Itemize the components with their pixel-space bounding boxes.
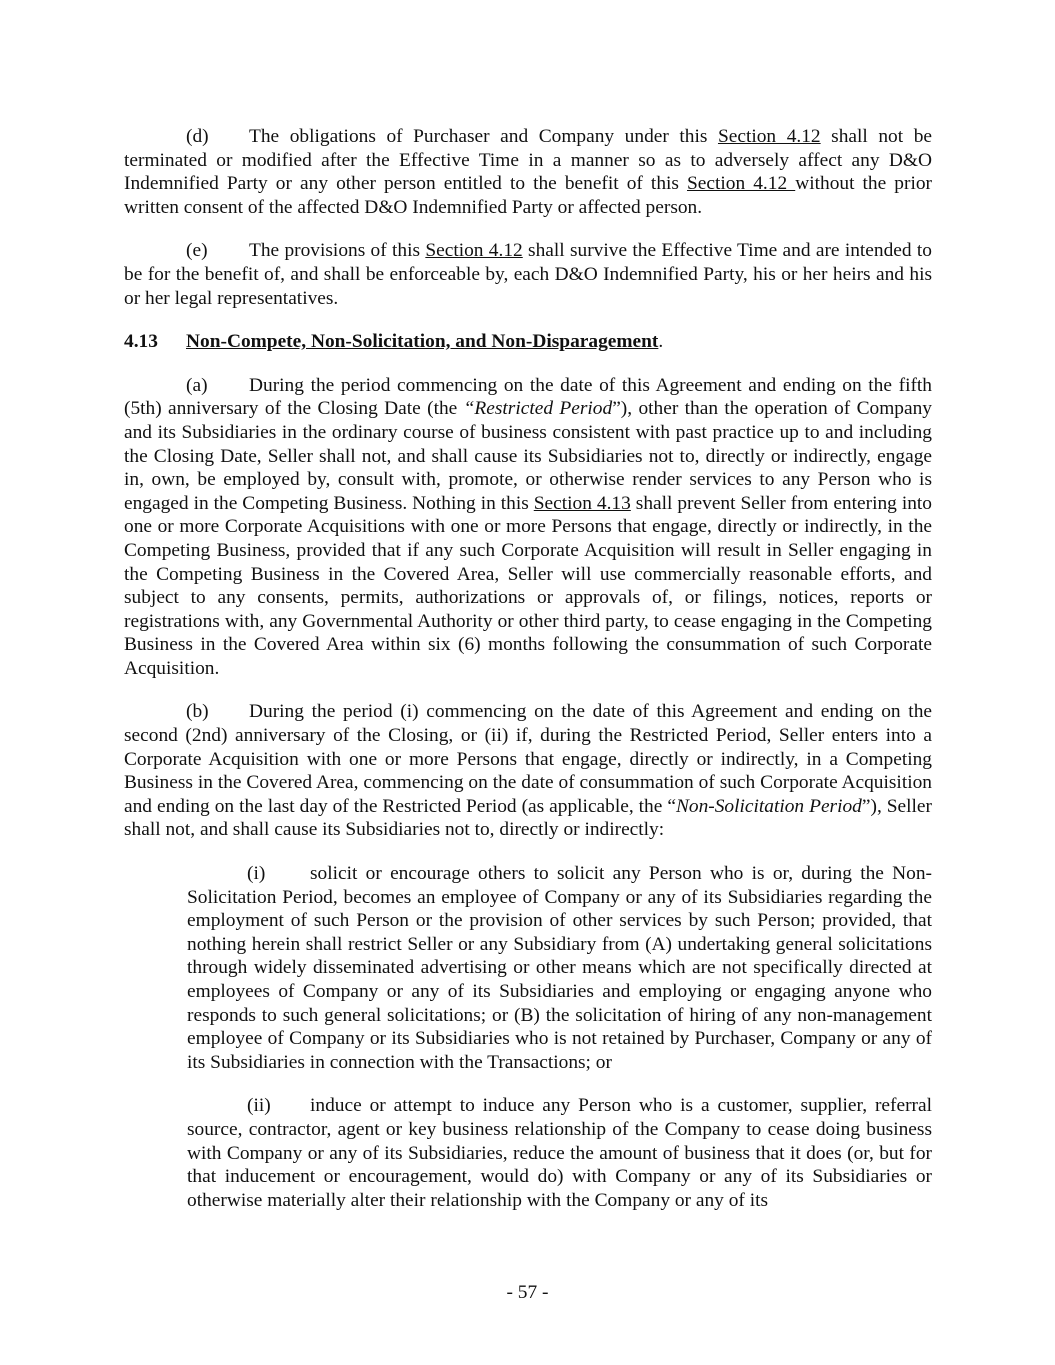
defined-term: Non-Solicitation Period [675, 795, 862, 817]
paragraph-label: (a) [186, 374, 208, 396]
subparagraph-ii [187, 1094, 932, 1212]
subparagraph-i [187, 862, 932, 1074]
section-title: Non-Compete, Non-Solicitation, and Non-Disparagement [186, 331, 659, 353]
paragraph-b [124, 700, 932, 842]
section-reference: Section 4.13 [533, 492, 631, 514]
paragraph-label: (d) [186, 126, 209, 147]
paragraph-a [124, 374, 932, 681]
paragraph-e [124, 239, 932, 310]
paragraph-text: shall survive the Effective Time and are intended to be for the benefit of, and shall be enforceable by, each D&O Indemnified Party, his or her heirs and his or her legal representatives. [124, 240, 932, 309]
subparagraph-label: (i) [247, 863, 266, 885]
paragraph-label: (b) [186, 701, 209, 723]
paragraph-text: without the prior written consent of the affected D&O Indemnified Party or affected person. [124, 173, 932, 218]
paragraph-text: The provisions of this [249, 240, 426, 262]
paragraph-text: During the period commencing on the date of this Agreement and ending on the fifth (5th) anniversary of the Closing Date (the [124, 374, 932, 420]
section-reference: Section 4.12 [425, 240, 523, 262]
paragraph-text: shall prevent Seller from entering into one or more Corporate Acquisitions with one or more Persons that engage, directly or indirectly, in the Competing Business, provided that if any such Corporate Acquisition will result in Seller engaging in the Competing Business in the Covered Area, Seller will use commercially reasonable efforts, and subject to any consents, permits, authorizations or approvals of, or filings, notices, reports or registrations with, any Governmental Authority or other third party, to cease engaging in the Competing Business in the Covered Area within six (6) months following the consummation of such Corporate Acquisition. [124, 492, 932, 679]
defined-term: “Restricted Period [463, 398, 613, 420]
document-page [124, 125, 932, 1232]
paragraph-d [124, 125, 932, 219]
subparagraph-text: solicit or encourage others to solicit any Person who is or, during the Non-Solicitation Period, becomes an employee of Company or any of its Subsidiaries regarding the employment of such Person or the provision of other services by such Person; provided, that nothing herein shall restrict Seller or any Subsidiary from (A) undertaking general solicitations through widely disseminated advertising or other means which are not specifically directed at employees of Company or any of its Subsidiaries and employing or engaging anyone who responds to such general solicitations; or (B) the solicitation of hiring of any non-management employee of Company or its Subsidiaries who is not retained by Purchaser, Company or any of its Subsidiaries in connection with the Transactions; or [187, 863, 932, 1073]
page-number: - 57 - [506, 1282, 549, 1303]
paragraph-text: The obligations of Purchaser and Company under this [249, 126, 718, 147]
paragraph-text: During the period (i) commencing on the date of this Agreement and ending on the second (2nd) anniversary of the Closing, or (ii) if, during the Restricted Period, Seller enters into a Corporate Acquisition with one or more Persons that engage, directly or indirectly, in a Competing Business in the Covered Area, commencing on the date of consummation of such Corporate Acquisition and ending on the last day of the Restricted Period (as applicable, the “ [124, 701, 932, 817]
section-reference: Section 4.12 [687, 173, 796, 195]
paragraph-label: (e) [186, 240, 208, 262]
paragraph-text: ”), Seller shall not, and shall cause its Subsidiaries not to, directly or indirectly: [124, 795, 932, 841]
paragraph-text: ”), other than the operation of Company and its Subsidiaries in the ordinary course of business consistent with past practice up to and including the Closing Date, Seller shall not, and shall cause its Subsidiaries not to, directly or indirectly, engage in, own, be employed by, consult with, promote, or otherwise render services to any Person who is engaged in the Competing Business. Nothing in this [124, 398, 932, 514]
subparagraph-text: induce or attempt to induce any Person who is a customer, supplier, referral source, contractor, agent or key business relationship of the Company to cease doing business with Company or any of its Subsidiaries, reduce the amount of business that it does (or, but for that inducement or encouragement, would do) with Company or any of its Subsidiaries or otherwise materially alter their relationship with the Company or any of its [187, 1095, 932, 1211]
subparagraph-label: (ii) [247, 1095, 271, 1117]
section-number: 4.13 [124, 331, 158, 353]
section-heading [124, 330, 932, 354]
section-reference: Section 4.12 [717, 126, 821, 147]
section-title-end: . [658, 331, 664, 353]
paragraph-text: shall not be terminated or modified after the Effective Time in a manner so as to adversely affect any D&O Indemnified Party or any other person entitled to the benefit of this [124, 126, 932, 195]
